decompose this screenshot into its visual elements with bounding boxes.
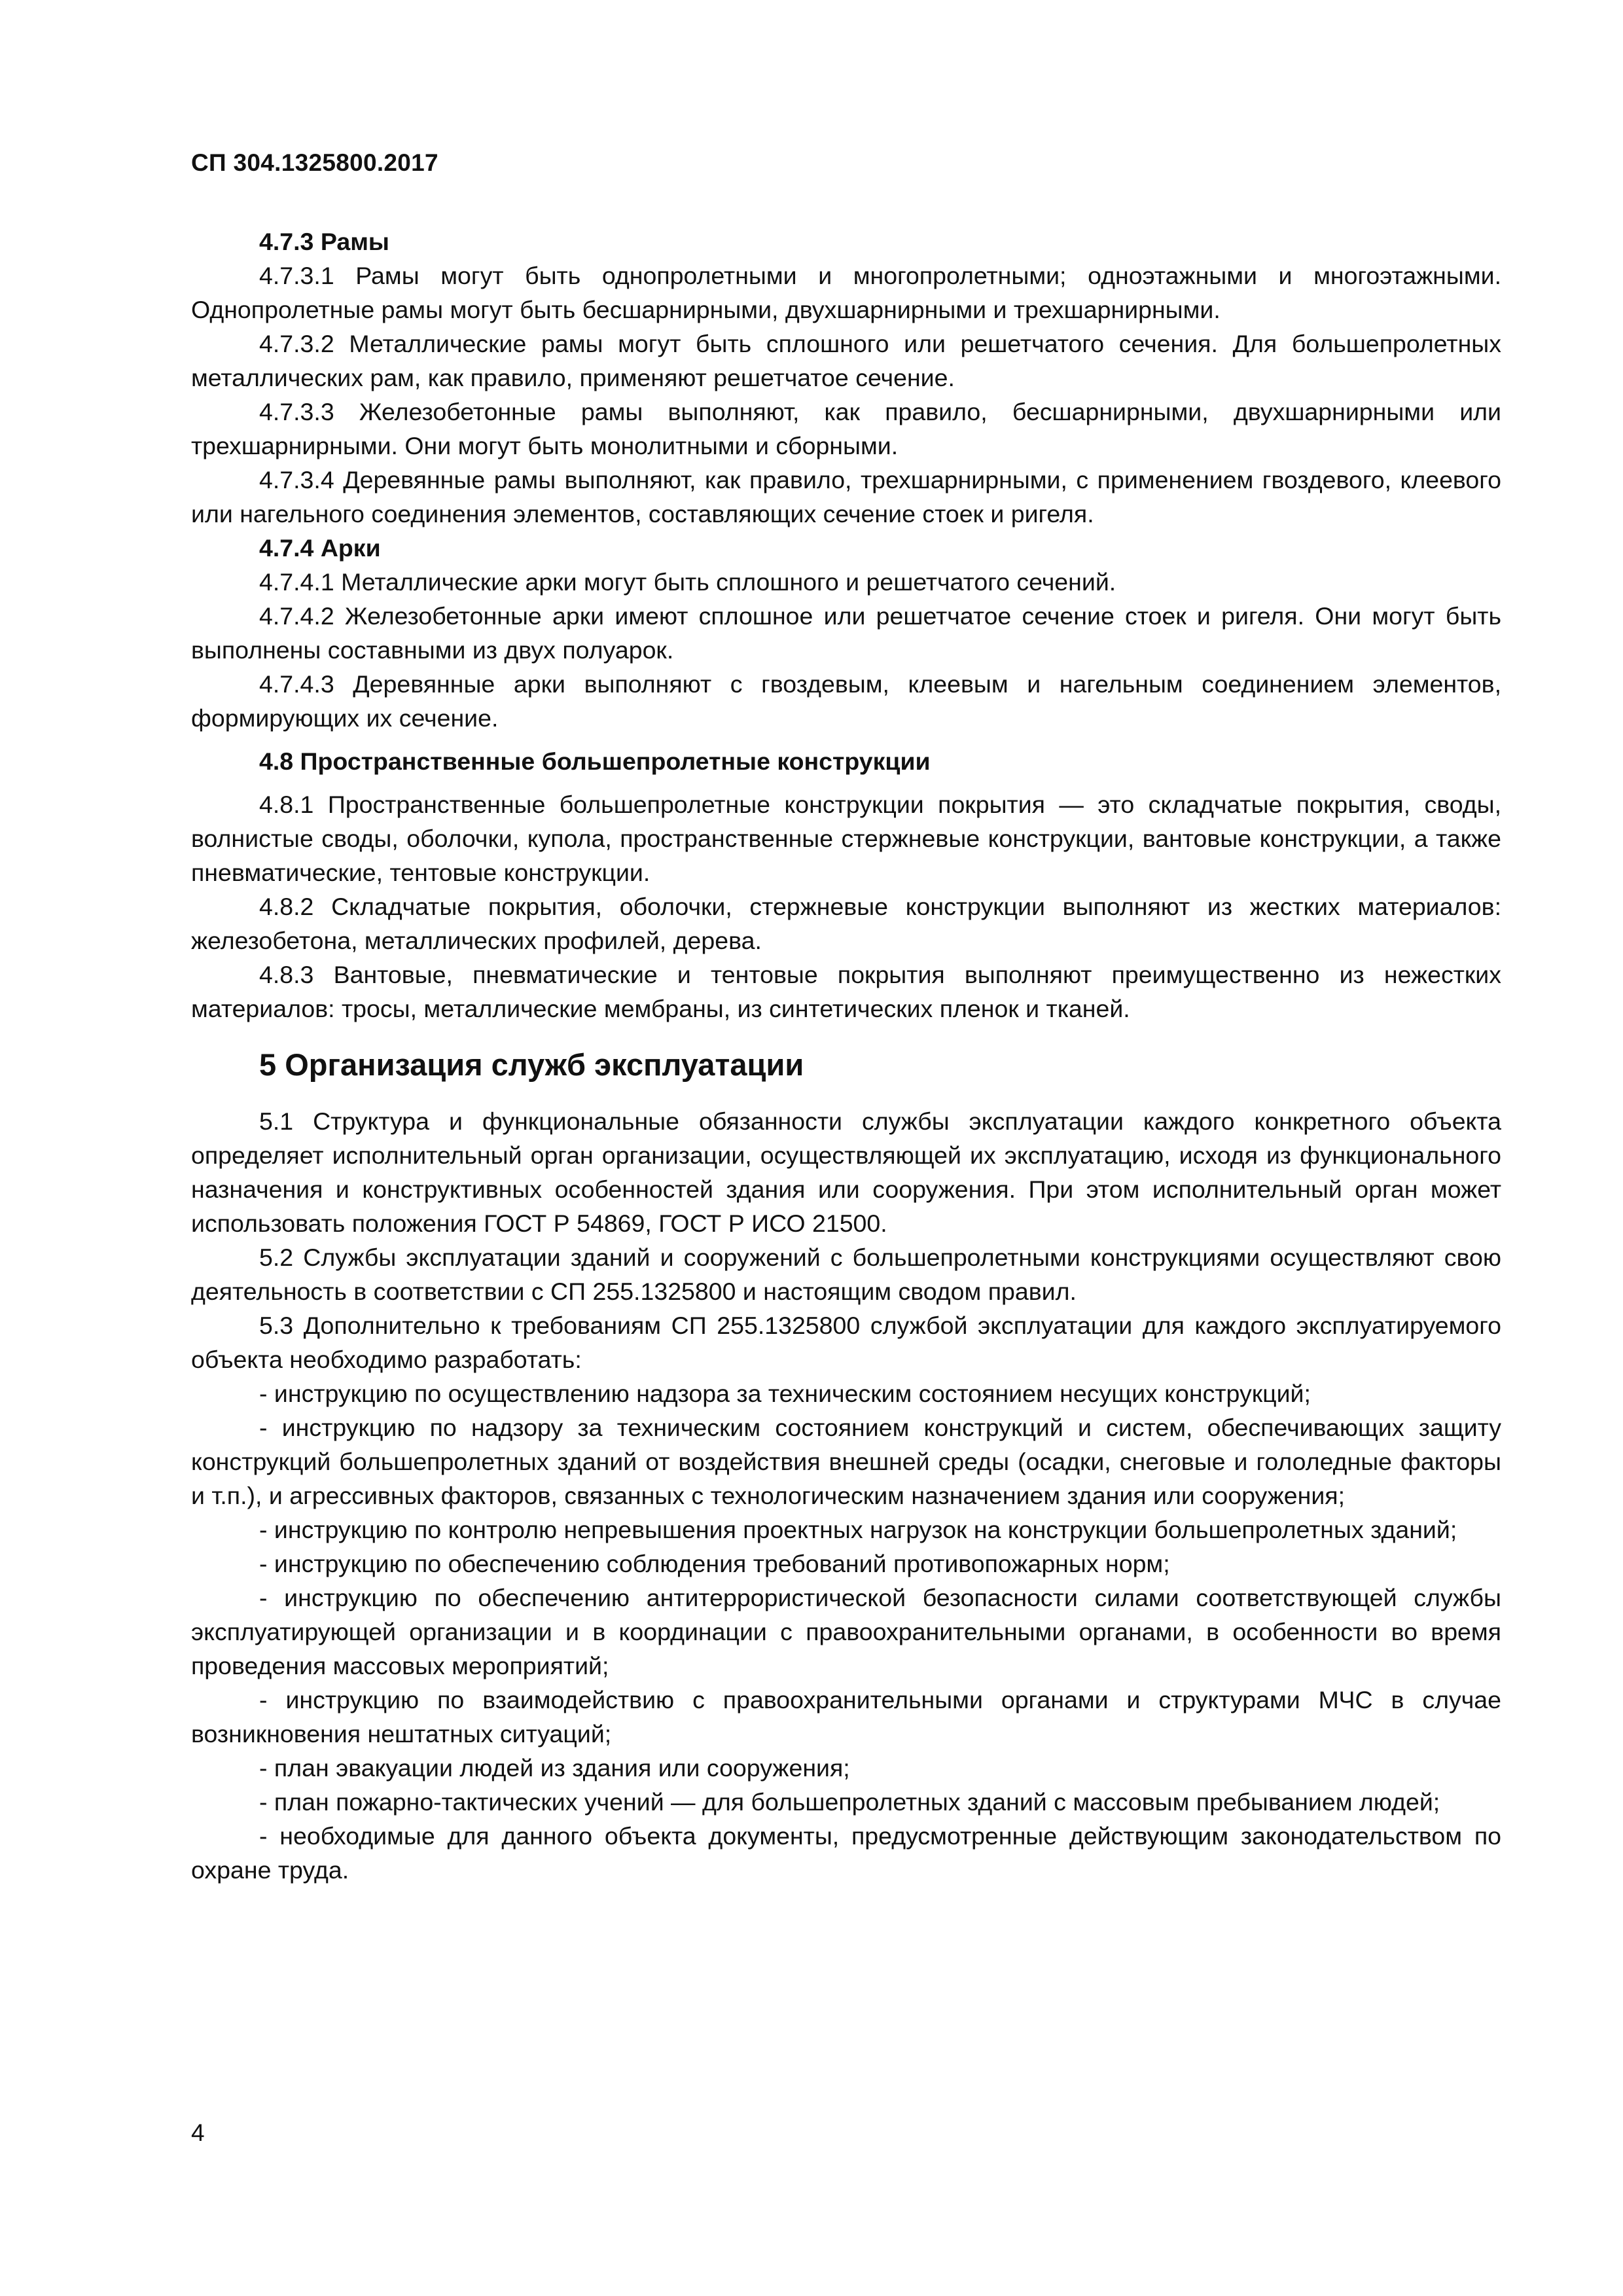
paragraph-4-8-3: 4.8.3 Вантовые, пневматические и тентовые покрытия выполняют преимущественно из нежестких материалов: тросы, металлические мембраны, из синтетических пленок и тканей. [191,961,1501,1022]
chapter-heading-5: 5 Организация служб эксплуатации [259,1047,804,1082]
list-item: - инструкцию по осуществлению надзора за техническим состоянием несущих конструкций; [259,1380,1311,1407]
list-item: - инструкцию по обеспечению антитеррористической безопасности силами соответствующей службы эксплуатирующей организации и в координации с правоохранительными органами, в особенности во время проведения массовых мероприятий; [191,1584,1501,1679]
paragraph-5-1: 5.1 Структура и функциональные обязанности службы эксплуатации каждого конкретного объекта определяет исполнительный орган организации, осуществляющей их эксплуатацию, исходя из функционального назначения и конструктивных особенностей здания или сооружения. При этом исполнительный орган может использовать положения ГОСТ Р 54869, ГОСТ Р ИСО 21500. [191,1107,1501,1237]
list-item: - инструкцию по контролю непревышения проектных нагрузок на конструкции большепролетных зданий; [259,1516,1457,1543]
page-number: 4 [191,2119,205,2146]
paragraph-4-7-3-1: 4.7.3.1 Рамы могут быть однопролетными и многопролетными; одноэтажными и многоэтажными. Однопролетные рамы могут быть бесшарнирными, двухшарнирными и трехшарнирными. [191,262,1501,323]
paragraph-5-2: 5.2 Службы эксплуатации зданий и сооружений с большепролетными конструкциями осуществляют свою деятельность в соответствии с СП 255.1325800 и настоящим сводом правил. [191,1244,1501,1305]
paragraph-5-3: 5.3 Дополнительно к требованиям СП 255.1325800 службой эксплуатации для каждого эксплуатируемого объекта необходимо разработать: [191,1312,1501,1373]
list-item: - инструкцию по взаимодействию с правоохранительными органами и структурами МЧС в случае возникновения нештатных ситуаций; [191,1686,1501,1748]
paragraph-4-7-3-3: 4.7.3.3 Железобетонные рамы выполняют, как правило, бесшарнирными, двухшарнирными или трехшарнирными. Они могут быть монолитными и сборными. [191,398,1501,459]
subsection-heading-4-7-3: 4.7.3 Рамы [259,228,389,255]
list-item: - инструкцию по обеспечению соблюдения требований противопожарных норм; [259,1550,1170,1577]
paragraph-4-8-1: 4.8.1 Пространственные большепролетные конструкции покрытия — это складчатые покрытия, своды, волнистые своды, оболочки, купола, пространственные стержневые конструкции, вантовые конструкции, а также пневматические, тентовые конструкции. [191,791,1501,886]
document-code: СП 304.1325800.2017 [191,149,438,176]
paragraph-4-7-4-3: 4.7.4.3 Деревянные арки выполняют с гвоздевым, клеевым и нагельным соединением элементов, формирующих их сечение. [191,670,1501,732]
subsection-heading-4-7-4: 4.7.4 Арки [259,534,381,562]
paragraph-4-7-3-2: 4.7.3.2 Металлические рамы могут быть сплошного или решетчатого сечения. Для большепролетных металлических рам, как правило, применяют решетчатое сечение. [191,330,1501,391]
list-item: - план эвакуации людей из здания или сооружения; [259,1754,850,1782]
paragraph-4-7-4-1: 4.7.4.1 Металлические арки могут быть сплошного и решетчатого сечений. [259,568,1116,596]
list-item: - необходимые для данного объекта документы, предусмотренные действующим законодательством по охране труда. [191,1822,1501,1884]
list-item: - план пожарно-тактических учений — для большепролетных зданий с массовым пребыванием людей; [259,1788,1440,1816]
section-heading-4-8: 4.8 Пространственные большепролетные конструкции [259,747,931,775]
document-body [191,224,1501,1887]
paragraph-4-8-2: 4.8.2 Складчатые покрытия, оболочки, стержневые конструкции выполняют из жестких материалов: железобетона, металлических профилей, дерева. [191,893,1501,954]
list-item: - инструкцию по надзору за техническим состоянием конструкций и систем, обеспечивающих защиту конструкций большепролетных зданий от воздействия внешней среды (осадки, снеговые и гололедные факторы и т.п.), и агрессивных факторов, связанных с технологическим назначением здания или сооружения; [191,1414,1501,1509]
paragraph-4-7-4-2: 4.7.4.2 Железобетонные арки имеют сплошное или решетчатое сечение стоек и ригеля. Они могут быть выполнены составными из двух полуарок. [191,602,1501,664]
paragraph-4-7-3-4: 4.7.3.4 Деревянные рамы выполняют, как правило, трехшарнирными, с применением гвоздевого, клеевого или нагельного соединения элементов, составляющих сечение стоек и ригеля. [191,466,1501,528]
